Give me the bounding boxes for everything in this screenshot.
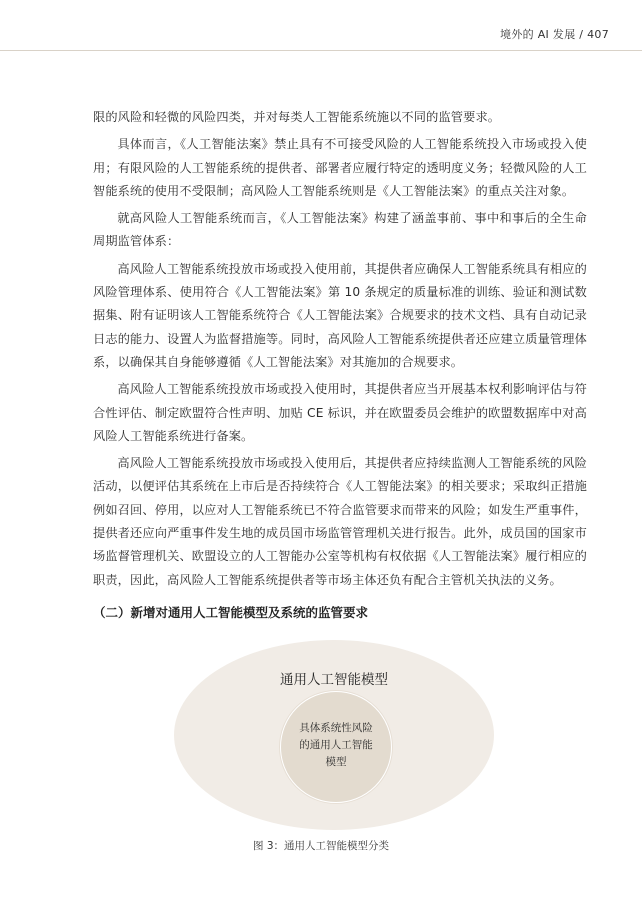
section-heading: （二）新增对通用人工智能模型及系统的监管要求: [93, 605, 369, 620]
paragraph-6: 高风险人工智能系统投放市场或投入使用后，其提供者应持续监测人工智能系统的风险活动，以便评估其系统在上市后是否持续符合《人工智能法案》的相关要求；采取纠正措施例如召回、停用，以应对人工智能系统已不符合监管要求而带来的风险；如发生严重事件，提供者还应向严重事件发生地的成员国市场监管管理机关进行报告。此外，成员国的国家市场监督管理机关、欧盟设立的人工智能办公室等机构有权依据《人工智能法案》履行相应的职责，因此，高风险人工智能系统提供者等市场主体还负有配合主管机关执法的义务。: [93, 456, 587, 587]
paragraph-3: 就高风险人工智能系统而言，《人工智能法案》构建了涵盖事前、事中和事后的全生命周期监管体系：: [93, 211, 587, 249]
paragraph-2: 具体而言，《人工智能法案》禁止具有不可接受风险的人工智能系统投入市场或投入使用；有限风险的人工智能系统的提供者、部署者应履行特定的透明度义务；轻微风险的人工智能系统的使用不受限制；高风险人工智能系统则是《人工智能法案》的重点关注对象。: [93, 137, 587, 198]
inner-label: [281, 720, 391, 771]
inner-label-line-2: 的通用人工智能: [299, 739, 373, 751]
header-divider: [0, 50, 642, 51]
body-text: [93, 106, 587, 596]
paragraph-1: 限的风险和轻微的风险四类，并对每类人工智能系统施以不同的监管要求。: [93, 110, 501, 124]
inner-label-line-1: 具体系统性风险: [299, 722, 373, 734]
paragraph-4: 高风险人工智能系统投放市场或投入使用前，其提供者应确保人工智能系统具有相应的风险管理体系、使用符合《人工智能法案》第 10 条规定的质量标准的训练、验证和测试数据集、附有证明该人工智能系统符合《人工智能法案》合规要求的技术文档、具有自动记录日志的能力、设置人为监督措施等。同时，高风险人工智能系统提供者还应建立质量管理体系，以确保其自身能够遵循《人工智能法案》对其施加的合规要求。: [93, 261, 587, 369]
classification-diagram: [174, 640, 494, 830]
running-header: 境外的 AI 发展 / 407: [500, 28, 609, 41]
figure-caption: 图 3：通用人工智能模型分类: [252, 840, 390, 852]
inner-circle-systemic-risk-models: [280, 691, 392, 803]
inner-label-line-3: 模型: [325, 756, 347, 768]
outer-label: 通用人工智能模型: [280, 672, 388, 688]
paragraph-5: 高风险人工智能系统投放市场或投入使用时，其提供者应当开展基本权利影响评估与符合性评估、制定欧盟符合性声明、加贴 CE 标识，并在欧盟委员会维护的欧盟数据库中对高风险人工智能系统进行备案。: [93, 382, 587, 443]
